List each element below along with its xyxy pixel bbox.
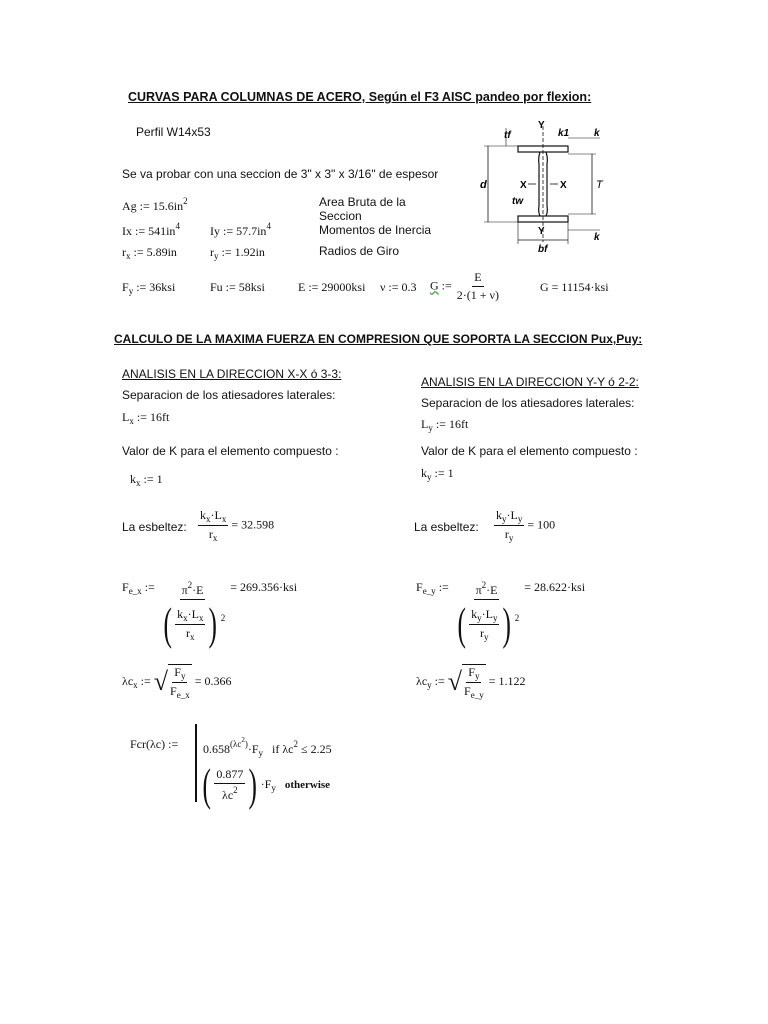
y-k-value: $k_y$ := 1 [421,466,454,482]
x-k-label: Valor de K para el elemento compuesto : [122,444,339,458]
y-slender-label: La esbeltez: [414,520,479,534]
y-fe-formula: $F_{e\_y}$ := $\pi^2\cdot E$ ( $\frac{k_y\cdot L_y}{r_y}$ ) $^2$ = 28.622·ksi [416,580,586,649]
y-k-label: Valor de K para el elemento compuesto : [421,444,638,458]
y-heading: ANALISIS EN LA DIRECCION Y-Y ó 2-2: [421,375,639,389]
calc-title: CALCULO DE LA MAXIMA FUERZA EN COMPRESION QUE SOPORTA LA SECCION Pux,Puy: [114,332,643,346]
x-k-value: $k_x$ := 1 [130,472,163,488]
y-top-label: Y [538,120,545,131]
tw-label: tw [512,196,524,207]
w-section-diagram [476,118,620,260]
x-left-label: X [520,180,527,191]
y-bracing-label: Separacion de los atiesadores laterales: [421,396,635,410]
e-formula: E := 29000ksi [298,280,366,294]
d-label: d [480,179,487,191]
ag-formula: Ag := $15.6in^2$ [122,196,188,213]
y-length: $L_y$ := 16ft [421,417,469,433]
fcr-brace [195,724,197,802]
page-title: CURVAS PARA COLUMNAS DE ACERO, Según el F3 AISC pandeo por flexion: [128,90,592,104]
x-lambda-formula: $\lambda c_x$ := √ $\frac{F_y}{F_{e\_x}}$ = 0.366 [122,665,232,700]
section-note: Se va probar con una seccion de 3" x 3" x 3/16" de espesor [122,167,439,181]
radius-label: Radios de Giro [319,244,400,258]
y-slender-formula: $\frac{k_y\cdot L_y}{r_y}$ = 100 [496,508,556,543]
k1-label: k1 [558,128,570,139]
nu-formula: ν := 0.3 [380,280,417,294]
fcr-lhs: Fcr(λc) := [130,737,179,751]
x-heading: ANALISIS EN LA DIRECCION X-X ó 3-3: [122,367,342,381]
fy-formula: $F_y$ := 36ksi [122,280,176,296]
ry-formula: $r_y$ := 1.92in [210,245,265,261]
x-slender-formula: $\frac{k_x\cdot L_x}{r_x}$ = 32.598 [200,508,275,543]
x-slender-label: La esbeltez: [122,520,187,534]
x-length: $L_x$ := 16ft [122,410,170,426]
t-label: T [596,179,603,191]
g-result: G = 11154·ksi [540,280,609,294]
fcr-case1: $0.658^{(\lambda c^2)}\cdot F_y$ if $\lambda c^2 \le 2.25$ [203,736,332,758]
fcr-case2: ( $\frac{0.877}{\lambda c^2}$ ) $\cdot F_y$ otherwise [202,759,331,810]
fu-formula: Fu := 58ksi [210,280,265,294]
x-right-label: X [560,180,567,191]
tf-label: tf [504,130,511,141]
ag-label-line2: Seccion [319,209,362,223]
k-top-label: k [594,128,600,139]
x-fe-formula: $F_{e\_x}$ := $\pi^2\cdot E$ ( $\frac{k_x\cdot L_x}{r_x}$ ) $^2$ = 269.356·ksi [122,580,298,649]
ag-label-line1: Area Bruta de la [319,195,406,209]
y-lambda-formula: $\lambda c_y$ := √ $\frac{F_y}{F_{e\_y}}$ = 1.122 [416,665,526,700]
rx-formula: $r_x$ := 5.89in [122,245,177,261]
iy-formula: Iy := $57.7in^4$ [210,221,271,238]
ix-formula: Ix := $541in^4$ [122,221,180,238]
inertia-label: Momentos de Inercia [319,223,432,237]
y-bottom-label: Y [538,226,545,237]
bf-label: bf [538,244,548,255]
x-bracing-label: Separacion de los atiesadores laterales: [122,388,336,402]
profile-label: Perfil W14x53 [136,125,211,139]
g-formula: G := $\frac{E}{2\cdot(1 + \nu)}$ [430,270,499,302]
k-bottom-label: k [594,232,600,243]
